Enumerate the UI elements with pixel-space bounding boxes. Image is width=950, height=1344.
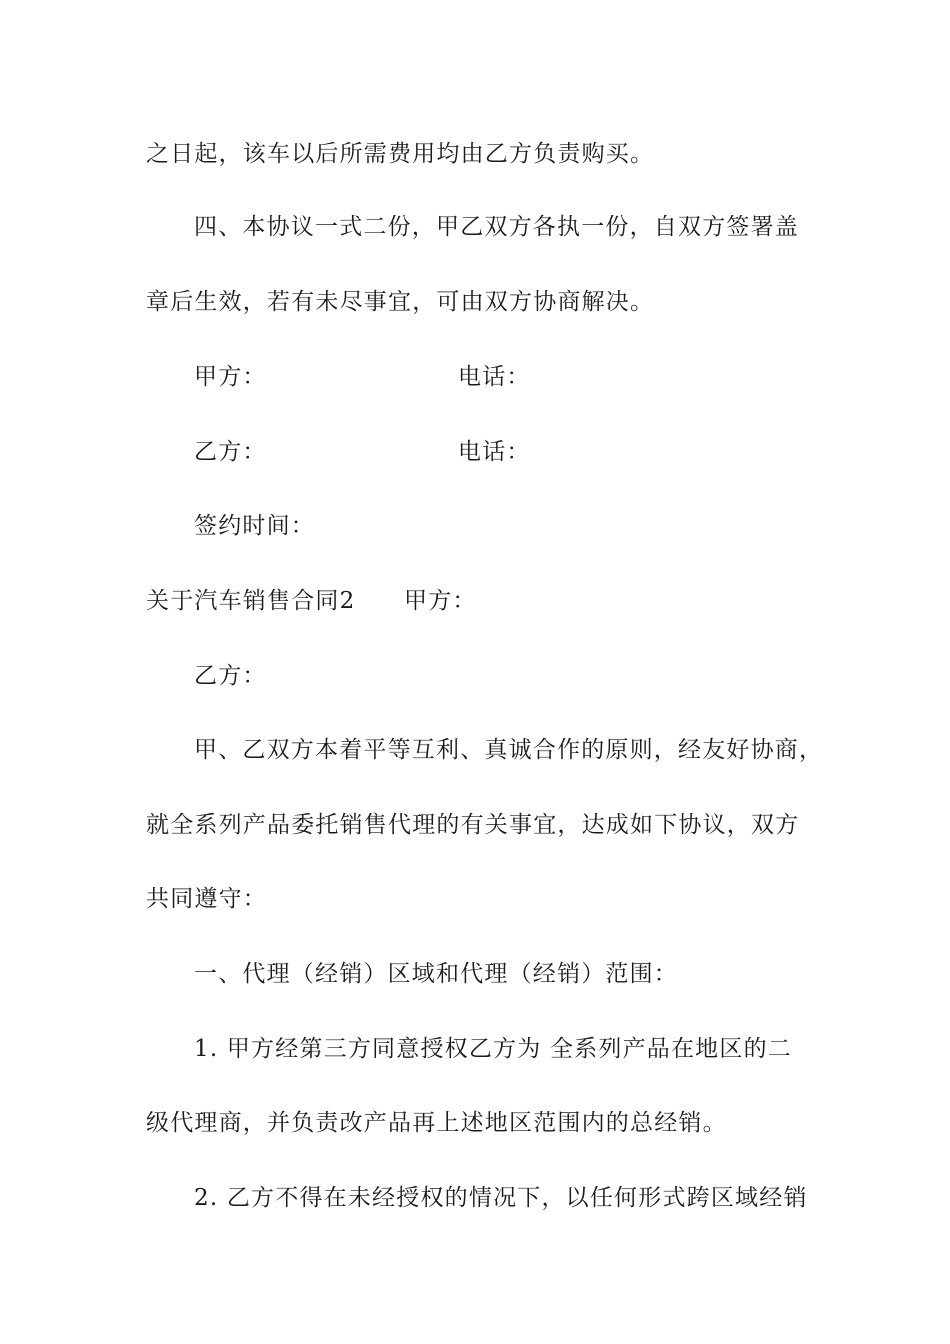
- clause-four-line: 四、本协议一式二份，甲乙双方各执一份，自双方签署盖: [194, 214, 799, 240]
- party-a-label: 甲方：: [194, 364, 267, 390]
- text-line: 之日起，该车以后所需费用均由乙方负责购买。: [146, 141, 655, 167]
- intro-paragraph-line: 就全系列产品委托销售代理的有关事宜，达成如下协议，双方: [146, 812, 800, 838]
- text-line: 章后生效，若有未尽事宜，可由双方协商解决。: [146, 289, 655, 315]
- section-one-heading: 一、代理（经销）区域和代理（经销）范围：: [194, 961, 678, 987]
- contract-2-title: 关于汽车销售合同2: [146, 588, 356, 614]
- party-b-phone-label: 电话：: [458, 439, 531, 465]
- party-b-label: 乙方：: [194, 439, 267, 465]
- contract-2-party-b-label: 乙方：: [194, 663, 267, 689]
- item-1-line: 级代理商，并负责改产品再上述地区范围内的总经销。: [146, 1110, 727, 1136]
- intro-paragraph-line: 甲、乙双方本着平等互利、真诚合作的原则，经友好协商，: [194, 737, 824, 763]
- sign-time-label: 签约时间：: [194, 513, 315, 539]
- contract-2-party-a-label: 甲方：: [404, 588, 477, 614]
- item-2-line: 2. 乙方不得在未经授权的情况下，以任何形式跨区域经销: [194, 1185, 808, 1211]
- intro-paragraph-line: 共同遵守：: [146, 886, 267, 912]
- party-a-phone-label: 电话：: [458, 364, 531, 390]
- item-1-line: 1. 甲方经第三方同意授权乙方为 全系列产品在地区的二: [194, 1036, 792, 1062]
